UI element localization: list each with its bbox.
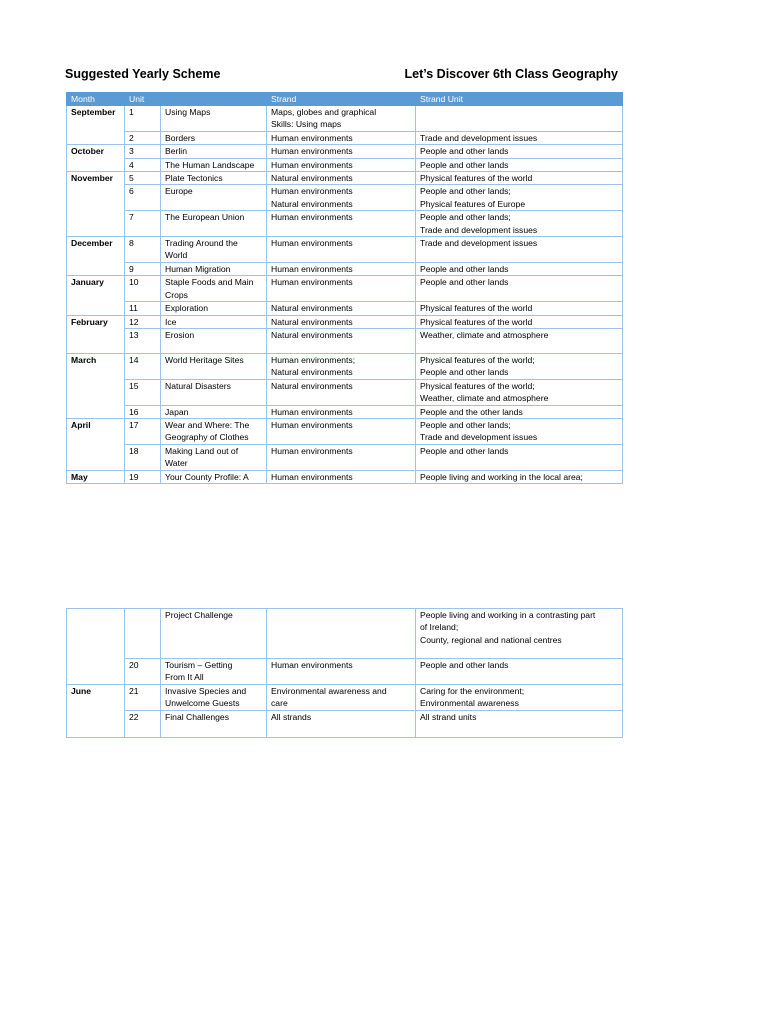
month-cell: September	[67, 106, 125, 145]
unit-number: 20	[125, 659, 161, 685]
strand-cell: Human environments	[267, 158, 416, 171]
column-header-unit: Unit	[125, 93, 267, 106]
scheme-table	[66, 92, 623, 484]
strand-cell: Natural environments	[267, 379, 416, 405]
month-cell: February	[67, 315, 125, 353]
table-header-row	[67, 93, 623, 106]
table-row	[67, 609, 623, 659]
month-cell: December	[67, 237, 125, 276]
table-row	[67, 418, 623, 444]
unit-number: 4	[125, 158, 161, 171]
month-cell	[67, 609, 125, 685]
strand-cell	[267, 609, 416, 659]
unit-number	[125, 609, 161, 659]
unit-title: Wear and Where: The Geography of Clothes	[161, 418, 267, 444]
unit-number: 14	[125, 353, 161, 379]
strand-unit-cell: People and other lands	[416, 145, 623, 158]
table-row	[67, 353, 623, 379]
unit-number: 2	[125, 131, 161, 144]
unit-number: 9	[125, 262, 161, 275]
strand-unit-cell: Physical features of the world; Weather, climate and atmosphere	[416, 379, 623, 405]
strand-cell: Human environments	[267, 444, 416, 470]
unit-number: 10	[125, 276, 161, 302]
unit-title: Berlin	[161, 145, 267, 158]
unit-title: Plate Tectonics	[161, 172, 267, 185]
month-cell: October	[67, 145, 125, 172]
table-row	[67, 172, 623, 185]
unit-title: The European Union	[161, 211, 267, 237]
strand-cell: Natural environments	[267, 315, 416, 328]
table-row	[67, 211, 623, 237]
unit-number: 17	[125, 418, 161, 444]
strand-unit-cell: People and other lands; Physical features of Europe	[416, 185, 623, 211]
unit-title: Japan	[161, 405, 267, 418]
month-cell: April	[67, 418, 125, 470]
strand-cell: Human environments	[267, 276, 416, 302]
strand-unit-cell: Weather, climate and atmosphere	[416, 328, 623, 353]
strand-unit-cell: People and other lands	[416, 158, 623, 171]
table-row	[67, 262, 623, 275]
unit-number: 5	[125, 172, 161, 185]
table-row	[67, 470, 623, 483]
table-row	[67, 684, 623, 710]
strand-cell: Human environments	[267, 659, 416, 685]
unit-title: World Heritage Sites	[161, 353, 267, 379]
strand-unit-cell	[416, 106, 623, 132]
strand-unit-cell: Caring for the environment; Environmental awareness	[416, 684, 623, 710]
unit-number: 22	[125, 710, 161, 737]
strand-cell: Human environments	[267, 211, 416, 237]
strand-unit-cell: Physical features of the world; People and other lands	[416, 353, 623, 379]
table-row	[67, 106, 623, 132]
unit-number: 15	[125, 379, 161, 405]
column-header-month: Month	[67, 93, 125, 106]
strand-cell: Human environments; Natural environments	[267, 353, 416, 379]
strand-cell: Human environments	[267, 131, 416, 144]
strand-unit-cell: People and the other lands	[416, 405, 623, 418]
strand-unit-cell: Trade and development issues	[416, 131, 623, 144]
unit-title: Europe	[161, 185, 267, 211]
unit-title: Exploration	[161, 302, 267, 315]
unit-number: 18	[125, 444, 161, 470]
unit-number: 1	[125, 106, 161, 132]
table-row	[67, 405, 623, 418]
unit-number: 7	[125, 211, 161, 237]
strand-unit-cell: People and other lands	[416, 276, 623, 302]
unit-number: 6	[125, 185, 161, 211]
column-header-strand-unit: Strand Unit	[416, 93, 623, 106]
unit-title: Tourism – Getting From It All	[161, 659, 267, 685]
unit-number: 13	[125, 328, 161, 353]
unit-number: 3	[125, 145, 161, 158]
table-row	[67, 185, 623, 211]
strand-cell: Natural environments	[267, 302, 416, 315]
unit-number: 21	[125, 684, 161, 710]
table-row	[67, 131, 623, 144]
unit-title: Your County Profile: A	[161, 470, 267, 483]
strand-cell: Human environments	[267, 405, 416, 418]
table-row	[67, 315, 623, 328]
strand-unit-cell: People and other lands; Trade and development issues	[416, 211, 623, 237]
table-row	[67, 158, 623, 171]
strand-cell: Human environments	[267, 470, 416, 483]
unit-title: Staple Foods and Main Crops	[161, 276, 267, 302]
unit-title: Borders	[161, 131, 267, 144]
unit-title: Making Land out of Water	[161, 444, 267, 470]
column-header-strand: Strand	[267, 93, 416, 106]
table-row	[67, 276, 623, 302]
table-row	[67, 444, 623, 470]
unit-title: Project Challenge	[161, 609, 267, 659]
unit-title: Natural Disasters	[161, 379, 267, 405]
strand-unit-cell: Physical features of the world	[416, 302, 623, 315]
unit-title: Final Challenges	[161, 710, 267, 737]
strand-unit-cell: People living and working in a contrasting part of Ireland; County, regional and national centres	[416, 609, 623, 659]
strand-unit-cell: People living and working in the local area;	[416, 470, 623, 483]
strand-unit-cell: Physical features of the world	[416, 172, 623, 185]
strand-unit-cell: All strand units	[416, 710, 623, 737]
page-title: Suggested Yearly Scheme	[65, 67, 221, 81]
unit-number: 19	[125, 470, 161, 483]
strand-unit-cell: Physical features of the world	[416, 315, 623, 328]
table-row	[67, 302, 623, 315]
strand-cell: Human environments	[267, 262, 416, 275]
strand-cell: Human environments Natural environments	[267, 185, 416, 211]
unit-title: Ice	[161, 315, 267, 328]
month-cell: January	[67, 276, 125, 315]
table-row	[67, 710, 623, 737]
table-row	[67, 145, 623, 158]
strand-cell: Human environments	[267, 145, 416, 158]
unit-title: The Human Landscape	[161, 158, 267, 171]
strand-unit-cell: People and other lands; Trade and development issues	[416, 418, 623, 444]
unit-title: Erosion	[161, 328, 267, 353]
unit-number: 11	[125, 302, 161, 315]
unit-title: Human Migration	[161, 262, 267, 275]
unit-number: 16	[125, 405, 161, 418]
table-row	[67, 328, 623, 353]
strand-cell: Environmental awareness and care	[267, 684, 416, 710]
strand-unit-cell: People and other lands	[416, 444, 623, 470]
strand-unit-cell: People and other lands	[416, 262, 623, 275]
book-title: Let’s Discover 6th Class Geography	[404, 67, 618, 81]
scheme-table-continued	[66, 608, 623, 738]
strand-cell: All strands	[267, 710, 416, 737]
month-cell: May	[67, 470, 125, 483]
month-cell: November	[67, 172, 125, 237]
strand-cell: Natural environments	[267, 328, 416, 353]
table-row	[67, 379, 623, 405]
strand-cell: Maps, globes and graphical Skills: Using maps	[267, 106, 416, 132]
strand-cell: Human environments	[267, 418, 416, 444]
table-row	[67, 237, 623, 263]
strand-unit-cell: Trade and development issues	[416, 237, 623, 263]
strand-cell: Human environments	[267, 237, 416, 263]
unit-number: 8	[125, 237, 161, 263]
unit-title: Invasive Species and Unwelcome Guests	[161, 684, 267, 710]
unit-title: Using Maps	[161, 106, 267, 132]
strand-unit-cell: People and other lands	[416, 659, 623, 685]
table-row	[67, 659, 623, 685]
month-cell: June	[67, 684, 125, 737]
month-cell: March	[67, 353, 125, 418]
strand-cell: Natural environments	[267, 172, 416, 185]
unit-title: Trading Around the World	[161, 237, 267, 263]
unit-number: 12	[125, 315, 161, 328]
